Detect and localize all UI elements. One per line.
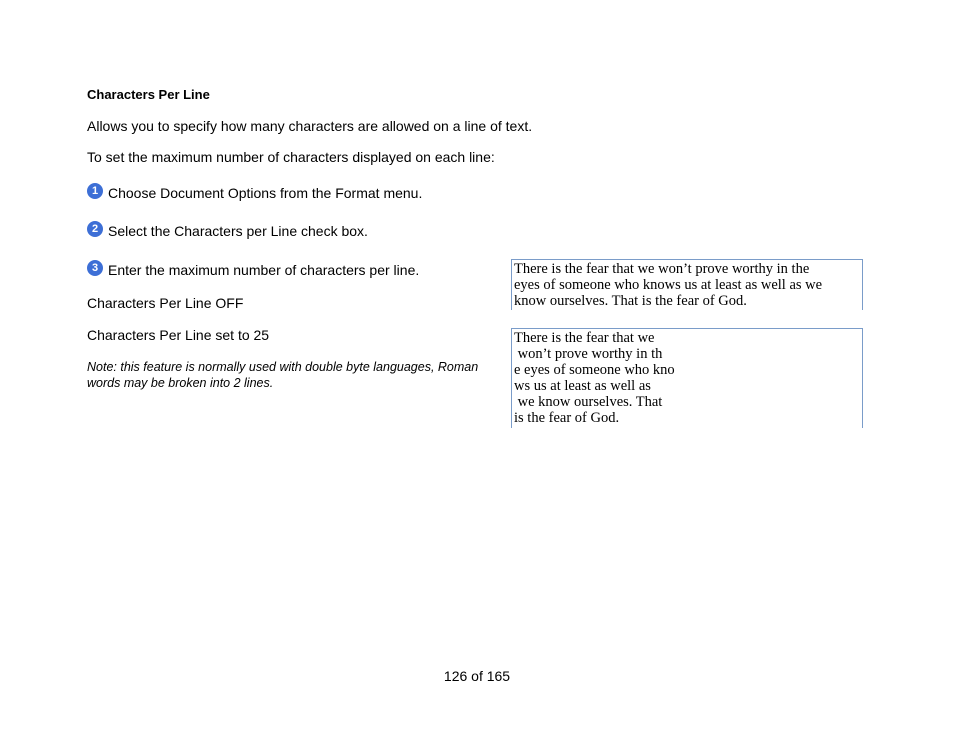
step-1 xyxy=(87,185,422,202)
step-number-badge-icon: 2 xyxy=(87,221,103,237)
sample-line: know ourselves. That is the fear of God. xyxy=(514,293,747,309)
step-number-badge-icon: 3 xyxy=(87,260,103,276)
step-text: Choose Document Options from the Format menu. xyxy=(108,185,423,201)
sample-text-25-box xyxy=(511,328,863,428)
section-description: Allows you to specify how many characters are allowed on a line of text. xyxy=(87,118,533,134)
section-title: Characters Per Line xyxy=(87,87,210,102)
section-intro: To set the maximum number of characters displayed on each line: xyxy=(87,149,495,165)
step-2 xyxy=(87,223,368,240)
sample-text-off-box xyxy=(511,259,863,310)
page-number: 126 of 165 xyxy=(443,668,511,684)
step-3 xyxy=(87,262,419,279)
feature-note: Note: this feature is normally used with double byte languages, Roman words may be broken into 2 lines. xyxy=(87,360,479,390)
sample-line: eyes of someone who knows us at least as well as we xyxy=(514,277,823,293)
step-text: Enter the maximum number of characters per line. xyxy=(108,262,420,278)
example-off-label: Characters Per Line OFF xyxy=(87,295,244,311)
sample-line: There is the fear that we won’t prove worthy in the xyxy=(514,261,810,277)
step-text: Select the Characters per Line check box. xyxy=(108,223,368,239)
sample-line: we know ourselves. That xyxy=(514,394,663,410)
sample-line: There is the fear that we xyxy=(514,330,655,346)
sample-line: e eyes of someone who kno xyxy=(514,362,675,378)
example-set-label: Characters Per Line set to 25 xyxy=(87,327,270,343)
sample-line: won’t prove worthy in th xyxy=(514,346,663,362)
sample-line: is the fear of God. xyxy=(514,410,620,426)
sample-line: ws us at least as well as xyxy=(514,378,651,394)
step-number-badge-icon: 1 xyxy=(87,183,103,199)
